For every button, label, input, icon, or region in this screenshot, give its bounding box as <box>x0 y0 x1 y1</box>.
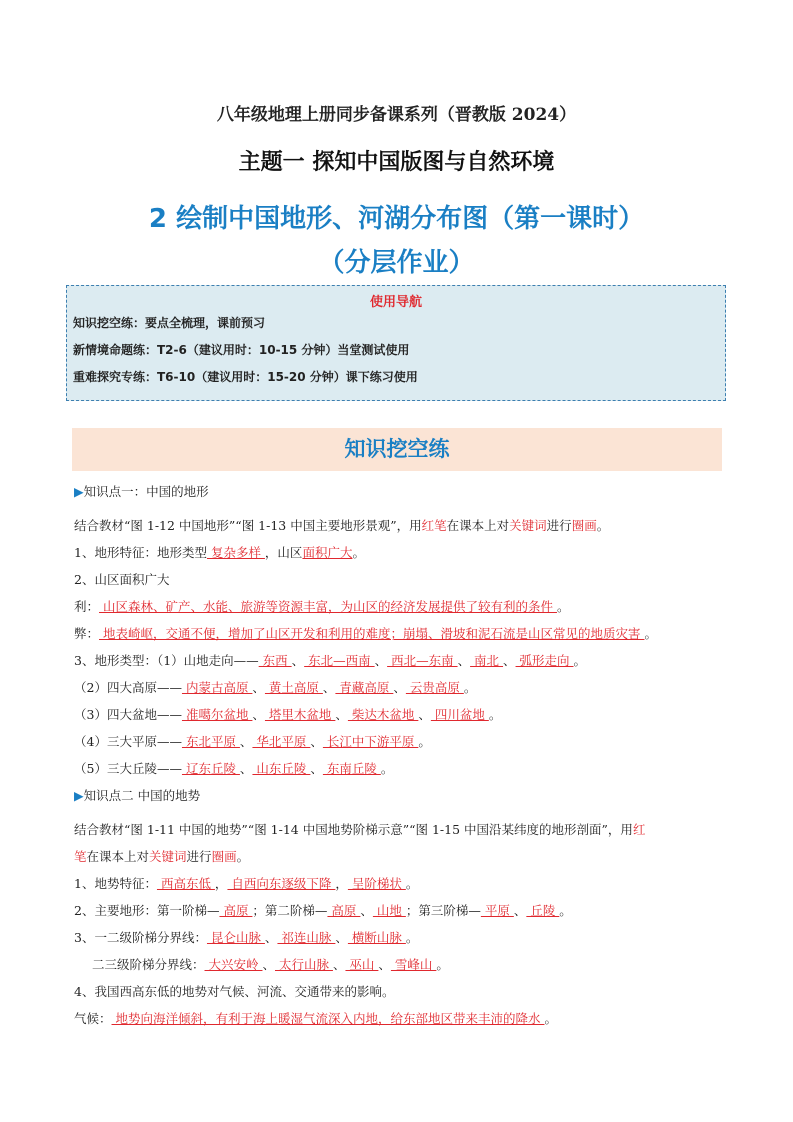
answer-blank: 面积广大 <box>302 545 353 560</box>
answer-blank: 内蒙古高原 <box>181 680 253 695</box>
topic-title: 主题一 探知中国版图与自然环境 <box>238 150 555 175</box>
answer-blank: 巫山 <box>345 957 379 972</box>
answer-blank: 丘陵 <box>526 903 560 918</box>
text-line: 结合教材“图 1-12 中国地形”“图 1-13 中国主要地形景观”，用红笔在课本上对关键词进行圈画。 <box>74 518 610 533</box>
answer-blank: 雪峰山 <box>390 957 437 972</box>
text-line: （2）四大高原—— 内蒙古高原 、 黄土高原 、 青藏高原 、 云贵高原 。 <box>74 680 477 695</box>
lesson-title: 2 绘制中国地形、河湖分布图（第一课时） <box>148 204 645 234</box>
knowledge-point-heading: ▶知识点二 中国的地势 <box>74 788 201 803</box>
answer-blank: 昆仑山脉 <box>206 930 265 945</box>
answer-blank: 祁连山脉 <box>277 930 336 945</box>
text-line: 2、主要地形：第一阶梯— 高原 ；第二阶梯— 高原 、 山地 ；第三阶梯— 平原 、 丘陵 。 <box>74 903 572 918</box>
answer-blank: 西高东低 <box>156 876 215 891</box>
answer-blank: 辽东丘陵 <box>181 761 240 776</box>
text-line: 利： 山区森林、矿产、水能、旅游等资源丰富，为山区的经济发展提供了较有利的条件 。 <box>74 599 570 614</box>
text-line: 1、地势特征： 西高东低 ， 自西向东逐级下降 ， 呈阶梯状 。 <box>74 876 419 891</box>
guide-title: 使用导航 <box>369 295 422 310</box>
answer-blank: 弧形走向 <box>515 653 574 668</box>
answer-blank: 青藏高原 <box>335 680 394 695</box>
triangle-icon: ▶ <box>74 484 84 499</box>
text-line: 二三级阶梯分界线： 大兴安岭 、 太行山脉 、 巫山 、 雪峰山 。 <box>92 957 449 972</box>
answer-blank: 山地 <box>372 903 406 918</box>
text-line: 3、地形类型：（1）山地走向—— 东西 、 东北—西南 、 西北—东南 、 南北 、 弧形走向 。 <box>74 653 587 668</box>
text-line: 弊： 地表崎岖，交通不便，增加了山区开发和利用的难度；崩塌、滑坡和泥石流是山区常见的地质灾害 。 <box>74 626 657 641</box>
answer-blank: 东北平原 <box>181 734 240 749</box>
answer-blank: 平原 <box>480 903 514 918</box>
text-line: 3、一二级阶梯分界线： 昆仑山脉 、 祁连山脉 、 横断山脉 。 <box>74 930 419 945</box>
triangle-icon: ▶ <box>74 788 84 803</box>
text-line: 笔在课本上对关键词进行圈画。 <box>74 849 250 864</box>
answer-blank: 东南丘陵 <box>322 761 381 776</box>
answer-blank: 四川盆地 <box>430 707 489 722</box>
worksheet-body <box>74 478 734 1032</box>
text-line: 4、我国西高东低的地势对气候、河流、交通带来的影响。 <box>74 984 395 999</box>
usage-guide-box <box>66 285 726 401</box>
answer-blank: 复杂多样 <box>206 545 265 560</box>
answer-blank: 准噶尔盆地 <box>181 707 253 722</box>
guide-line: 重难探究专练：T6-10（建议用时：15-20 分钟）课下练习使用 <box>73 370 418 384</box>
guide-line: 新情境命题练：T2-6（建议用时：10-15 分钟）当堂测试使用 <box>73 343 410 357</box>
answer-blank: 东西 <box>258 653 292 668</box>
answer-blank: 山东丘陵 <box>252 761 311 776</box>
answer-blank: 西北—东南 <box>387 653 458 668</box>
answer-blank: 黄土高原 <box>264 680 323 695</box>
answer-blank: 柴达木盆地 <box>347 707 419 722</box>
text-line: 结合教材“图 1-11 中国的地势”“图 1-14 中国地势阶梯示意”“图 1-15 中国沿某纬度的地形剖面”，用红 <box>74 822 646 837</box>
answer-blank: 呈阶梯状 <box>347 876 406 891</box>
text-line: 2、山区面积广大 <box>74 572 170 587</box>
answer-blank: 大兴安岭 <box>204 957 263 972</box>
text-line: （5）三大丘陵—— 辽东丘陵 、 山东丘陵 、 东南丘陵 。 <box>74 761 394 776</box>
answer-blank: 东北—西南 <box>304 653 375 668</box>
answer-blank: 高原 <box>219 903 253 918</box>
knowledge-point-heading: ▶知识点一：中国的地形 <box>74 484 209 499</box>
answer-blank: 高原 <box>327 903 361 918</box>
series-title: 八年级地理上册同步备课系列（晋教版 2024） <box>216 105 577 125</box>
text-line: （3）四大盆地—— 准噶尔盆地 、 塔里木盆地 、 柴达木盆地 、 四川盆地 。 <box>74 707 502 722</box>
answer-blank: 云贵高原 <box>405 680 464 695</box>
answer-blank: 南北 <box>470 653 504 668</box>
lesson-subtitle: （分层作业） <box>318 248 475 278</box>
answer-blank: 横断山脉 <box>347 930 406 945</box>
answer-blank: 山区森林、矿产、水能、旅游等资源丰富，为山区的经济发展提供了较有利的条件 <box>99 599 557 614</box>
answer-blank: 华北平原 <box>252 734 311 749</box>
text-line: 1、地形特征：地形类型 复杂多样 ，山区面积广大。 <box>74 545 365 560</box>
section-banner: 知识挖空练 <box>72 428 722 471</box>
answer-blank: 地表崎岖，交通不便，增加了山区开发和利用的难度；崩塌、滑坡和泥石流是山区常见的地质灾害 <box>99 626 645 641</box>
answer-blank: 长江中下游平原 <box>322 734 419 749</box>
text-line: （4）三大平原—— 东北平原 、 华北平原 、 长江中下游平原 。 <box>74 734 431 749</box>
text-line: 气候： 地势向海洋倾斜，有利于海上暖湿气流深入内地，给东部地区带来丰沛的降水 。 <box>74 1011 557 1026</box>
answer-blank: 塔里木盆地 <box>264 707 336 722</box>
answer-blank: 地势向海洋倾斜，有利于海上暖湿气流深入内地，给东部地区带来丰沛的降水 <box>111 1011 545 1026</box>
answer-blank: 自西向东逐级下降 <box>227 876 336 891</box>
answer-blank: 太行山脉 <box>274 957 333 972</box>
guide-line: 知识挖空练：要点全梳理，课前预习 <box>73 316 266 330</box>
